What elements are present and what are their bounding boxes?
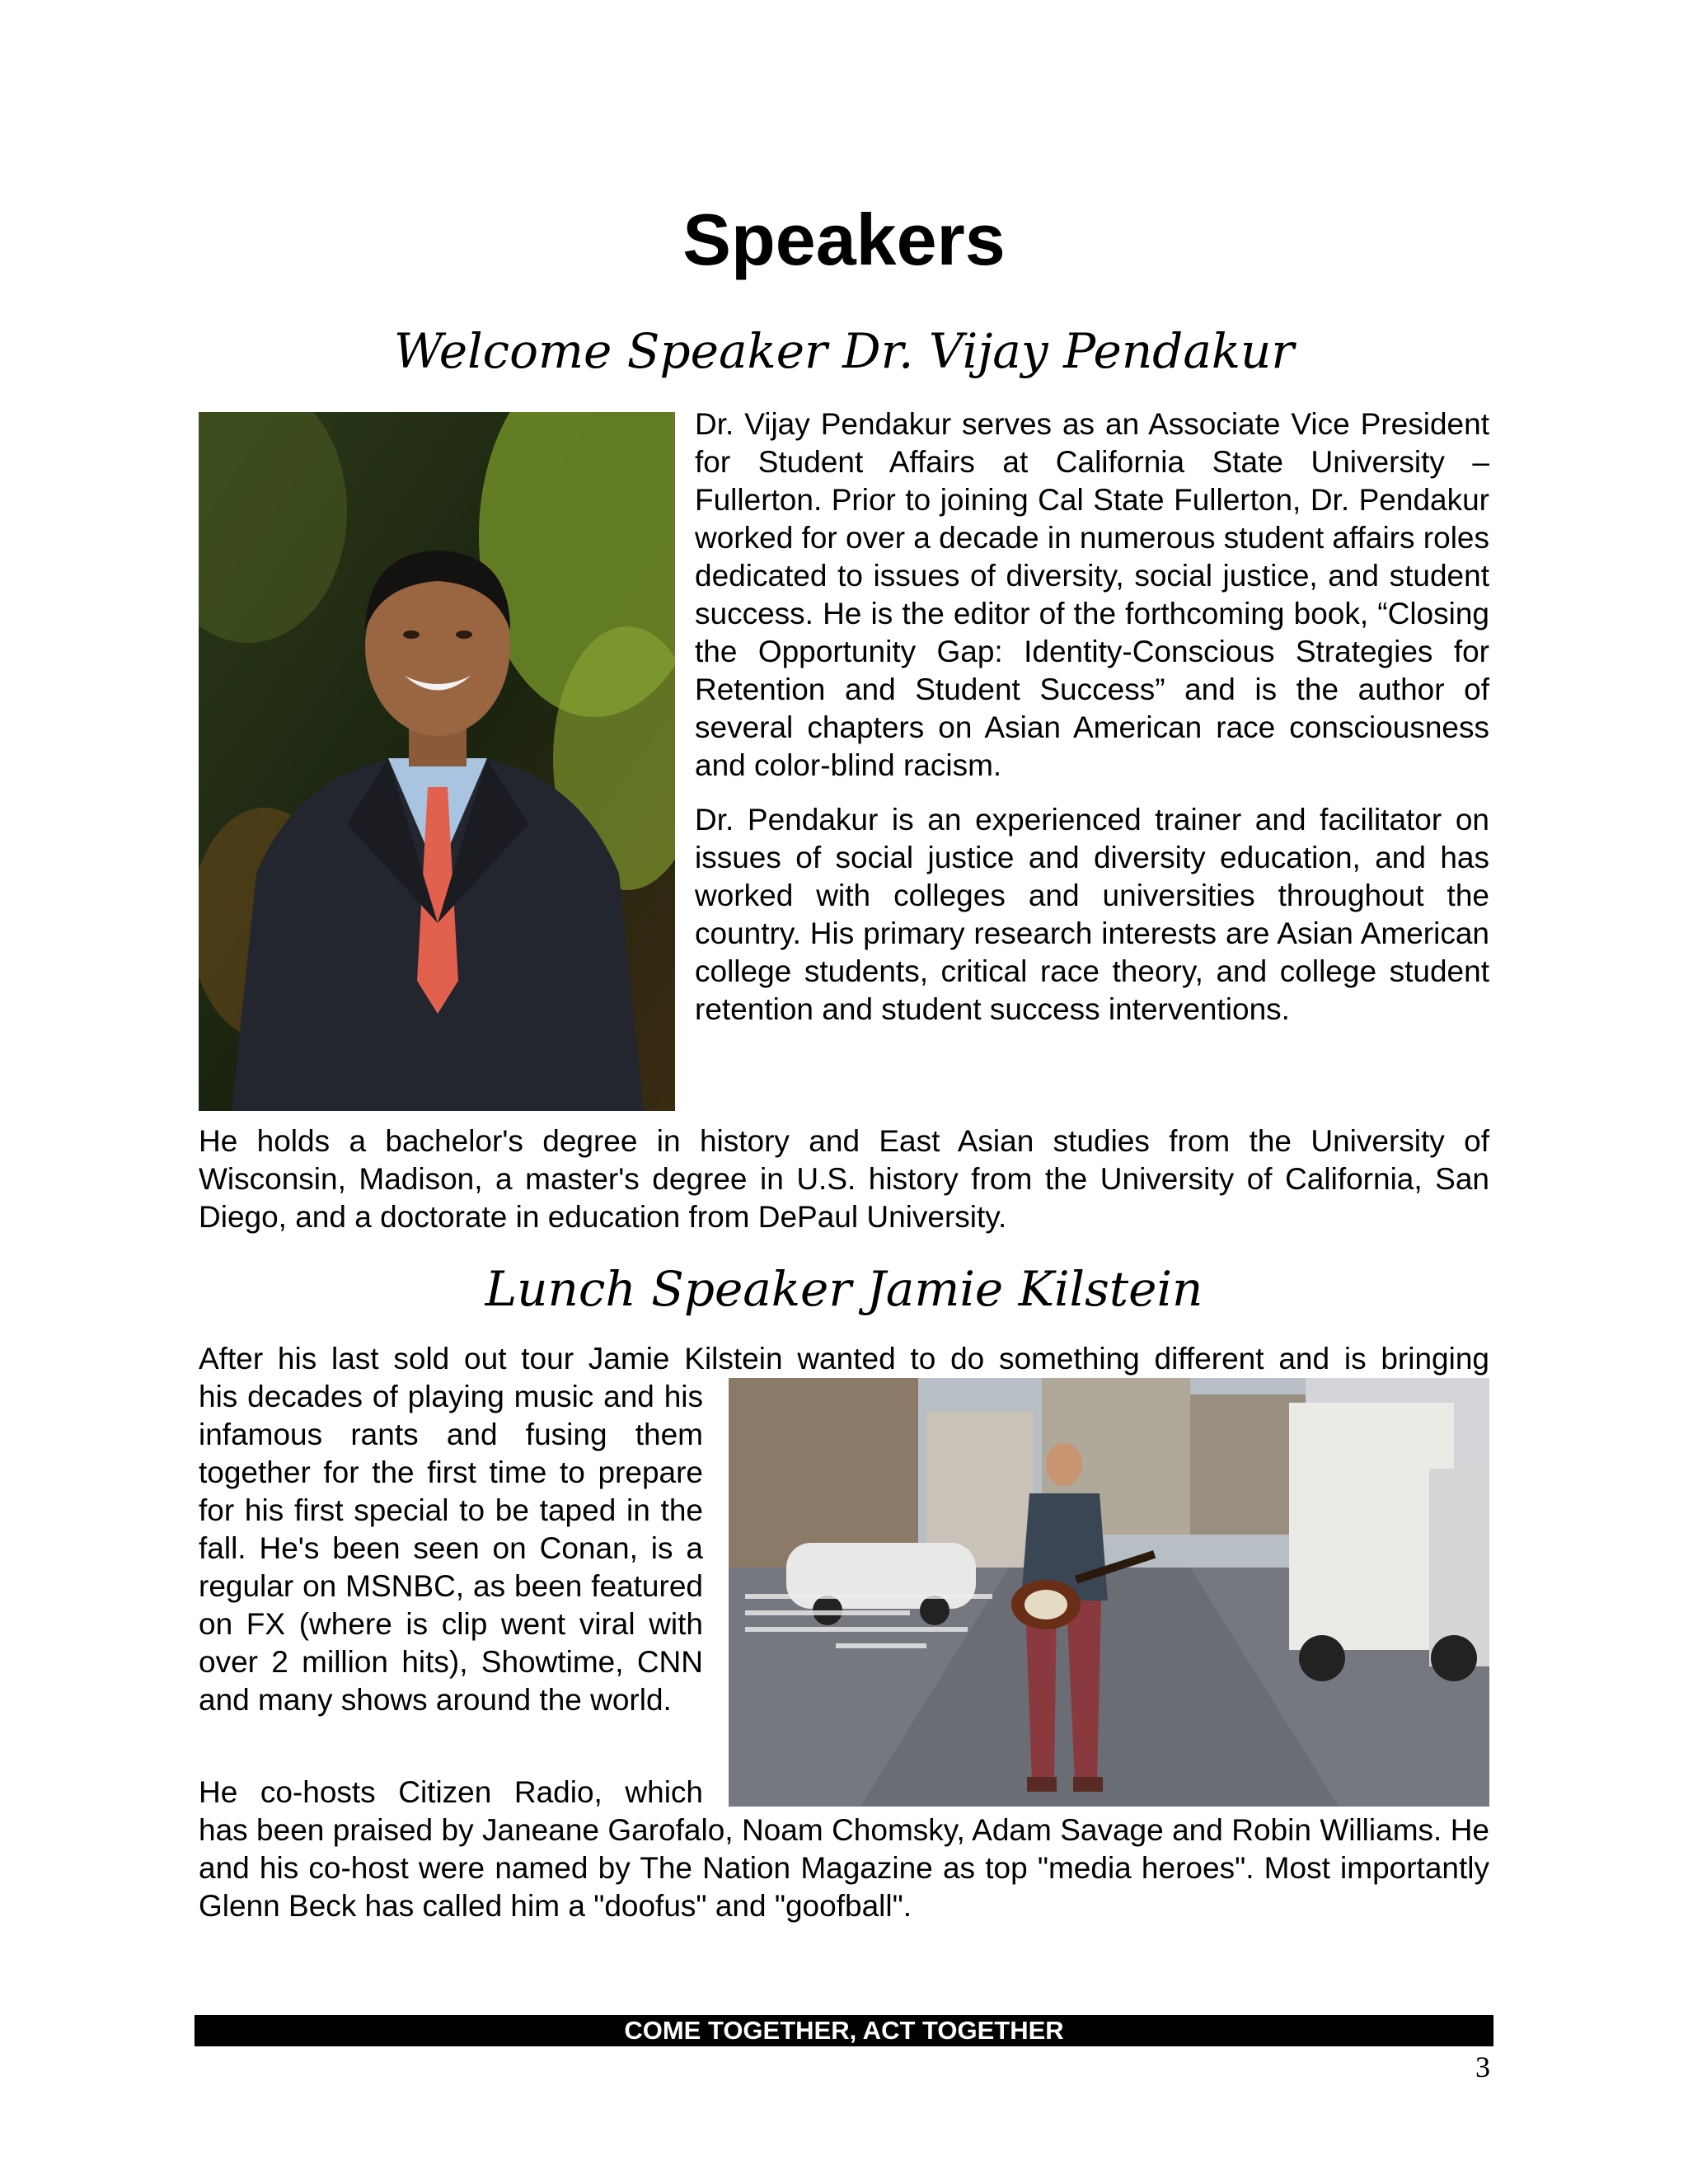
speaker2-bio-paragraph-2-start: He co-hosts Citizen Radio, which: [199, 1775, 703, 1809]
speaker1-bio-paragraph-1: Dr. Vijay Pendakur serves as an Associate Vice President for Student Affairs at California State University – Fullerton. Prior to joining Cal State Fullerton, Dr. Pendakur worked for over a decade in numerous student affairs roles dedicated to issues of diversity, social justice, and student success. He is the editor of the forthcoming book, “Closing the Opportunity Gap: Identity-Conscious Strategies for Retention and Student Success” and is the author of several chapters on Asian American race consciousness and color-blind racism.: [695, 407, 1489, 782]
footer-motto-bar: COME TOGETHER, ACT TOGETHER: [195, 2015, 1493, 2046]
speaker-street-photo: [729, 1378, 1489, 1807]
welcome-speaker-heading: Welcome Speaker Dr. Vijay Pendakur: [393, 323, 1295, 379]
lunch-speaker-heading: Lunch Speaker Jamie Kilstein: [485, 1261, 1203, 1317]
speaker2-bio-intro-line: After his last sold out tour Jamie Kilstein wanted to do something different and is bringing: [199, 1342, 1489, 1376]
page-title: Speakers: [682, 199, 1006, 280]
speaker1-bio-paragraph-3: He holds a bachelor's degree in history and East Asian studies from the University of Wisconsin, Madison, a master's degree in U.S. history from the University of California, San Diego, and a doctorate in education from DePaul University.: [199, 1124, 1489, 1234]
speaker2-bio-paragraph-2-rest: has been praised by Janeane Garofalo, Noam Chomsky, Adam Savage and Robin Williams. He and his co-host were named by The Nation Magazine as top "media heroes". Most importantly Glenn Beck has called him a "doofus" and "goofball".: [199, 1813, 1489, 1923]
page-number: 3: [1475, 2050, 1490, 2083]
speaker-portrait-photo: [199, 412, 675, 1111]
speaker2-bio-paragraph-1: his decades of playing music and his infamous rants and fusing them together for the first time to prepare for his first special to be taped in the fall. He's been seen on Conan, is a regular on MSNBC, as been featured on FX (where is clip went viral with over 2 million hits), Showtime, CNN and many shows around the world.: [199, 1380, 703, 1717]
speaker1-bio-paragraph-2: Dr. Pendakur is an experienced trainer and facilitator on issues of social justice and diversity education, and has worked with colleges and universities throughout the country. His primary research interests are Asian American college students, critical race theory, and college student retention and student success interventions.: [695, 803, 1489, 1026]
